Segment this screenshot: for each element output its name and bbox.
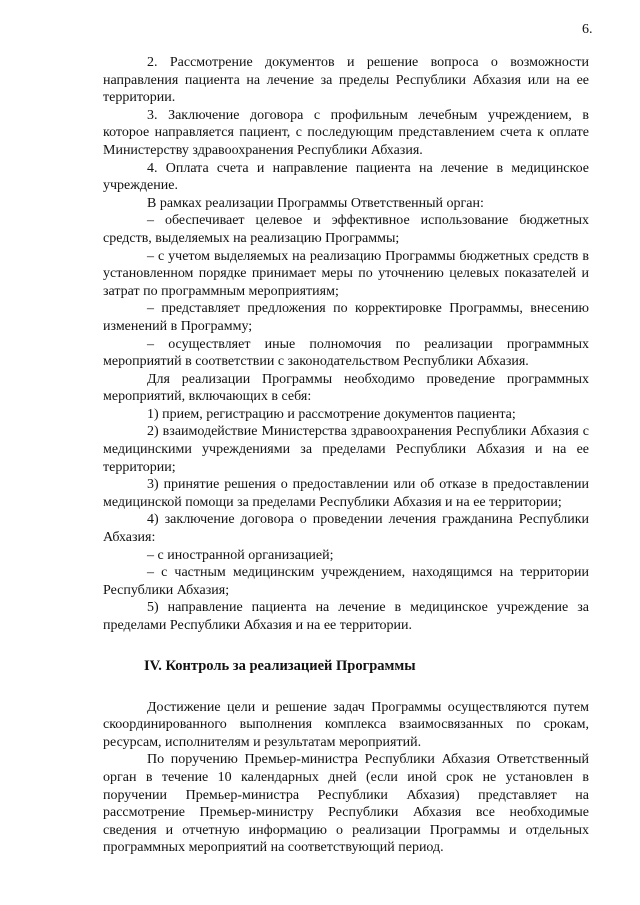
paragraph: Достижение цели и решение задач Программы осуществляются путем скоординированного выполнения комплекса взаимосвязанных по срокам, ресурсам, исполнителям и результатам мероприятий. xyxy=(103,699,589,750)
list-item: – с частным медицинским учреждением, находящимся на территории Республики Абхазия; xyxy=(103,565,589,598)
paragraph: В рамках реализации Программы Ответственный орган: xyxy=(147,195,484,211)
page-number: 6. xyxy=(582,22,593,37)
list-item: 1) прием, регистрацию и рассмотрение документов пациента; xyxy=(147,406,516,422)
paragraph: По поручению Премьер-министра Республики Абхазия Ответственный орган в течение 10 календарных дней (если иной срок не установлен в поручении Премьер-министра Республики Абхазия) представляет на рассмотрение Премьер-министру Республики Абхазия все необходимые сведения и отчетную информацию о реализации Программы и отдельных программных мероприятий на соответствующий период. xyxy=(103,752,589,856)
list-item: – с иностранной организацией; xyxy=(147,547,334,563)
list-item: 4) заключение договора о проведении лечения гражданина Республики Абхазия: xyxy=(103,512,589,546)
paragraph: 4. Оплата счета и направление пациента на лечение в медицинское учреждение. xyxy=(103,160,589,194)
list-item: – с учетом выделяемых на реализацию Программы бюджетных средств в установленном порядке принимает меры по уточнению целевых показателей и затрат по программным мероприятиям; xyxy=(103,248,589,299)
list-item: – осуществляет иные полномочия по реализации программных мероприятий в соответствии с законодательством Республики Абхазия. xyxy=(103,336,589,370)
list-item: 5) направление пациента на лечение в медицинское учреждение за пределами Республики Абхазия и на ее территории. xyxy=(103,600,589,633)
list-item: – обеспечивает целевое и эффективное использование бюджетных средств, выделяемых на реализацию Программы; xyxy=(103,213,589,246)
section-heading: IV. Контроль за реализацией Программы xyxy=(144,657,416,674)
list-item: 3) принятие решения о предоставлении или об отказе в предоставлении медицинской помощи за пределами Республики Абхазия и на ее территории; xyxy=(103,477,589,510)
paragraph: 2. Рассмотрение документов и решение вопроса о возможности направления пациента на лечение за пределы Республики Абхазия или на ее территории. xyxy=(103,55,589,106)
list-item: – представляет предложения по корректировке Программы, внесению изменений в Программу; xyxy=(103,301,589,334)
paragraph: Для реализации Программы необходимо проведение программных мероприятий, включающих в себя: xyxy=(103,371,589,405)
paragraph-group-1 xyxy=(103,54,589,635)
paragraph-group-2 xyxy=(103,699,589,857)
document-body xyxy=(103,54,589,857)
paragraph: 3. Заключение договора с профильным лечебным учреждением, в которое направляется пациент, с последующим представлением счета к оплате Министерству здравоохранения Республики Абхазия. xyxy=(103,107,589,158)
list-item: 2) взаимодействие Министерства здравоохранения Республики Абхазия с медицинскими учреждениями за пределами Республики Абхазия и на ее территории; xyxy=(103,424,589,475)
